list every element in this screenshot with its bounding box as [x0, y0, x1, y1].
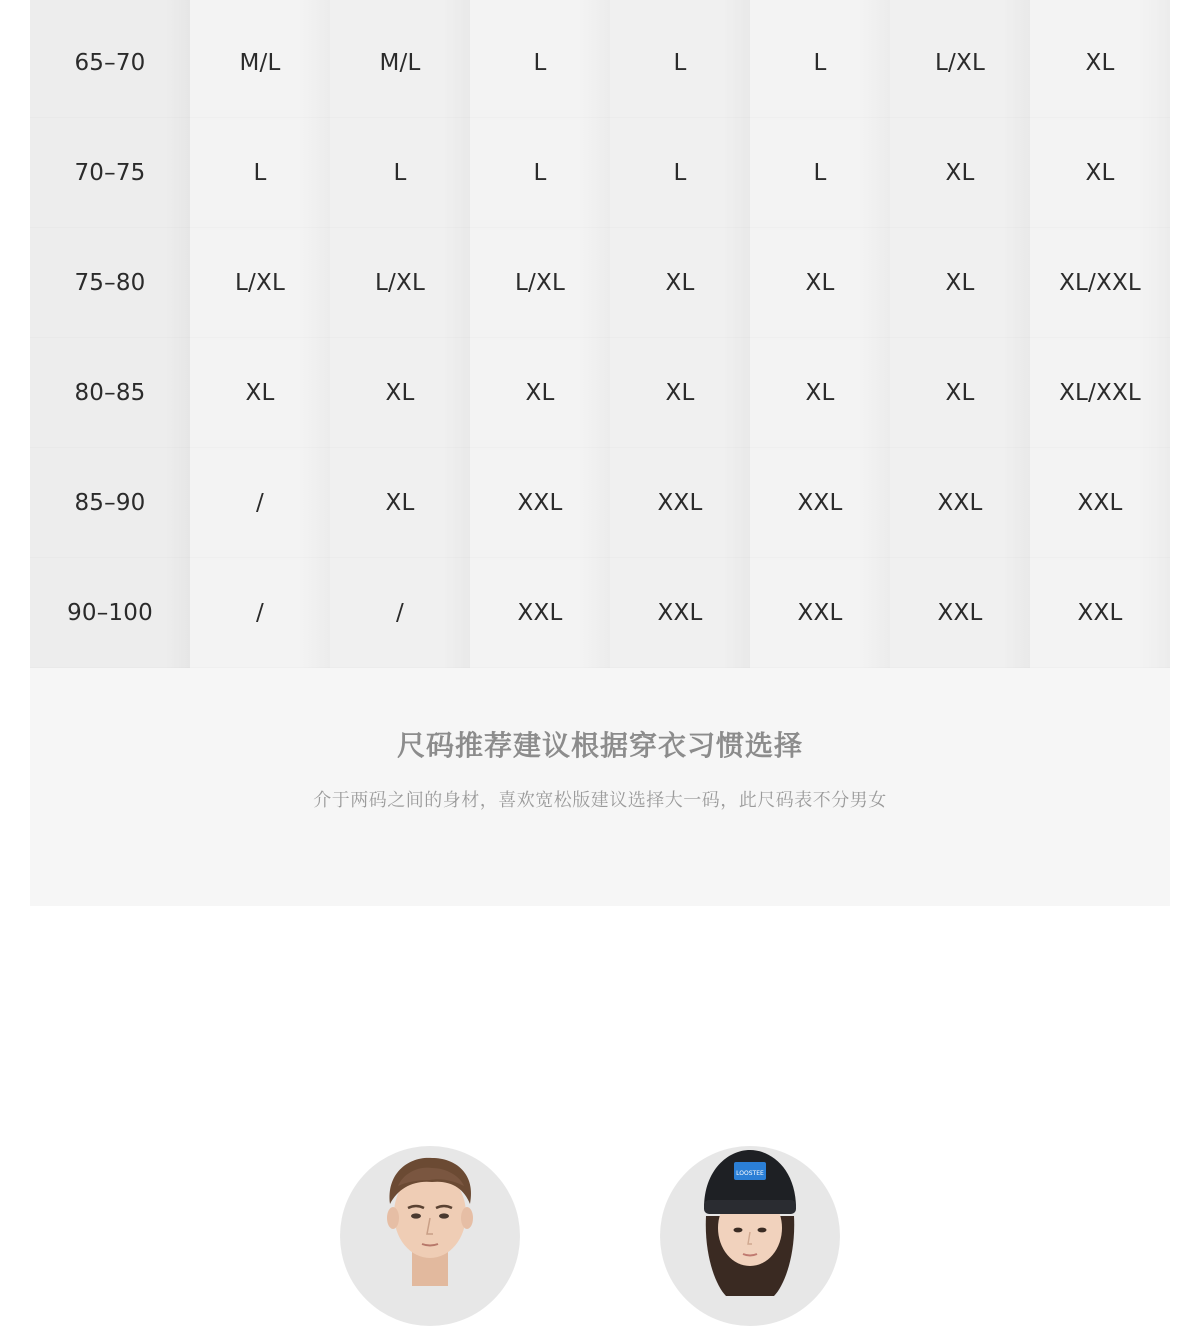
size-cell: XL: [330, 448, 470, 558]
size-cell: /: [190, 448, 330, 558]
male-model-portrait: [340, 1146, 520, 1326]
size-cell: L: [470, 8, 610, 118]
size-cell: XL: [610, 228, 750, 338]
size-cell: M/L: [190, 8, 330, 118]
weight-range-cell: 65–70: [30, 8, 190, 118]
weight-range-cell: 75–80: [30, 228, 190, 338]
table-top-strip: [610, 0, 750, 8]
size-cell: XXL: [470, 558, 610, 668]
size-cell: XXL: [890, 558, 1030, 668]
size-cell: L/XL: [190, 228, 330, 338]
size-cell: XL: [190, 338, 330, 448]
size-cell: XXL: [610, 448, 750, 558]
table-top-strip: [1030, 0, 1170, 8]
table-top-strip: [330, 0, 470, 8]
table-top-strip: [190, 0, 330, 8]
size-cell: XL: [1030, 118, 1170, 228]
size-cell: XL: [890, 118, 1030, 228]
female-model-avatar: [660, 1146, 840, 1326]
size-cell: L: [470, 118, 610, 228]
size-cell: XXL: [890, 448, 1030, 558]
size-cell: XL/XXL: [1030, 338, 1170, 448]
cap-patch-text: LOOSTEE: [736, 1170, 764, 1177]
size-cell: /: [190, 558, 330, 668]
size-cell: L: [750, 8, 890, 118]
female-model-portrait: [660, 1146, 840, 1326]
size-cell: /: [330, 558, 470, 668]
weight-range-cell: 70–75: [30, 118, 190, 228]
size-cell: L/XL: [890, 8, 1030, 118]
size-cell: XL: [1030, 8, 1170, 118]
weight-range-cell: 80–85: [30, 338, 190, 448]
size-cell: L: [190, 118, 330, 228]
size-cell: M/L: [330, 8, 470, 118]
size-cell: L: [610, 118, 750, 228]
size-cell: XXL: [1030, 448, 1170, 558]
size-note-panel: [30, 668, 1170, 906]
size-cell: XL: [750, 228, 890, 338]
size-cell: XL: [890, 228, 1030, 338]
size-cell: XL: [330, 338, 470, 448]
size-cell: XXL: [750, 558, 890, 668]
weight-range-cell: 90–100: [30, 558, 190, 668]
size-chart-table: [30, 0, 1170, 668]
table-top-strip: [30, 0, 190, 8]
size-cell: L: [610, 8, 750, 118]
size-cell: XL/XXL: [1030, 228, 1170, 338]
size-note-subtitle: 介于两码之间的身材，喜欢宽松版建议选择大一码，此尺码表不分男女: [313, 790, 887, 811]
size-cell: L/XL: [470, 228, 610, 338]
size-cell: XXL: [470, 448, 610, 558]
size-cell: L: [750, 118, 890, 228]
weight-range-cell: 85–90: [30, 448, 190, 558]
size-cell: XXL: [750, 448, 890, 558]
size-cell: XXL: [1030, 558, 1170, 668]
male-model-avatar: [340, 1146, 520, 1326]
table-top-strip: [750, 0, 890, 8]
table-top-strip: [470, 0, 610, 8]
size-cell: XL: [610, 338, 750, 448]
size-cell: XL: [750, 338, 890, 448]
table-top-strip: [890, 0, 1030, 8]
size-cell: L: [330, 118, 470, 228]
size-cell: XL: [890, 338, 1030, 448]
size-cell: XL: [470, 338, 610, 448]
size-note-title: 尺码推荐建议根据穿衣习惯选择: [396, 729, 803, 762]
size-cell: L/XL: [330, 228, 470, 338]
size-cell: XXL: [610, 558, 750, 668]
